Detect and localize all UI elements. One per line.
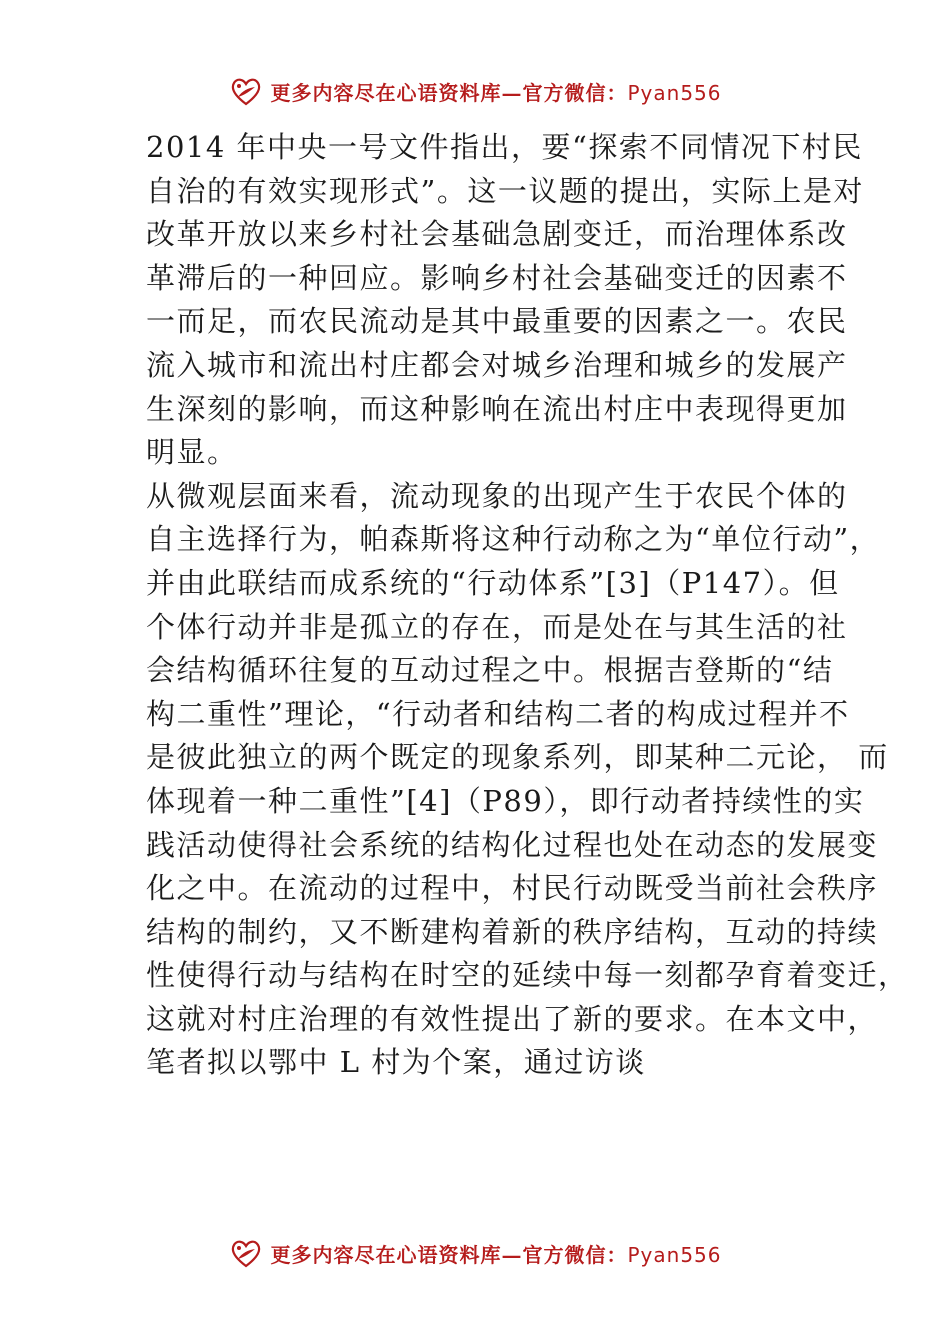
text-line: 明显。	[146, 435, 238, 470]
text-line: 自治的有效实现形式”。这一议题的提出，实际上是对	[146, 173, 864, 208]
banner-wechat-handle: Pyan556	[627, 1242, 722, 1267]
text-line: 体现着一种二重性”[4]（P89），即行动者持续性的实	[146, 783, 865, 818]
text-line: 并由此联结而成系统的“行动体系”[3]（P147）。但	[146, 565, 840, 600]
text-line: 自主选择行为，帕森斯将这种行动称之为“单位行动”，	[146, 522, 881, 557]
paragraph-2	[146, 475, 909, 1085]
text-line: 改革开放以来乡村社会基础急剧变迁，而治理体系改	[146, 217, 848, 252]
footer-banner	[0, 1228, 950, 1278]
banner-text	[270, 1239, 721, 1268]
text-line: 构二重性”理论，“行动者和结构二者的构成过程并不	[146, 696, 850, 731]
text-line: 这就对村庄治理的有效性提出了新的要求。在本文中，	[146, 1001, 879, 1036]
heart-leaf-logo-icon	[228, 1235, 264, 1271]
text-line: 一而足，而农民流动是其中最重要的因素之一。农民	[146, 304, 848, 339]
banner-brand-text: 更多内容尽在心语资料库—官方微信：	[270, 80, 628, 105]
heart-leaf-logo-icon	[228, 73, 264, 109]
header-banner	[0, 66, 950, 116]
banner-text	[270, 77, 721, 106]
text-line: 化之中。在流动的过程中，村民行动既受当前社会秩序	[146, 871, 879, 906]
text-line: 革滞后的一种回应。影响乡村社会基础变迁的因素不	[146, 260, 848, 295]
text-line: 生深刻的影响，而这种影响在流出村庄中表现得更加	[146, 391, 848, 426]
text-line: 是彼此独立的两个既定的现象系列，即某种二元论， 而	[146, 740, 889, 775]
banner-brand-text: 更多内容尽在心语资料库—官方微信：	[270, 1242, 628, 1267]
text-line: 践活动使得社会系统的结构化过程也处在动态的发展变	[146, 827, 879, 862]
text-line: 笔者拟以鄂中 L 村为个案，通过访谈	[146, 1045, 646, 1080]
text-line: 流入城市和流出村庄都会对城乡治理和城乡的发展产	[146, 347, 848, 382]
paragraph-1	[146, 126, 864, 475]
text-line: 会结构循环往复的互动过程之中。根据吉登斯的“结	[146, 653, 834, 688]
text-line: 个体行动并非是孤立的存在，而是处在与其生活的社	[146, 609, 848, 644]
text-line: 结构的制约，又不断建构着新的秩序结构，互动的持续	[146, 914, 879, 949]
text-line: 从微观层面来看，流动现象的出现产生于农民个体的	[146, 478, 848, 513]
text-line: 性使得行动与结构在时空的延续中每一刻都孕育着变迁，	[146, 958, 909, 993]
document-body	[146, 126, 909, 1085]
banner-wechat-handle: Pyan556	[627, 80, 722, 105]
text-line: 2014 年中央一号文件指出，要“探索不同情况下村民	[146, 130, 863, 164]
